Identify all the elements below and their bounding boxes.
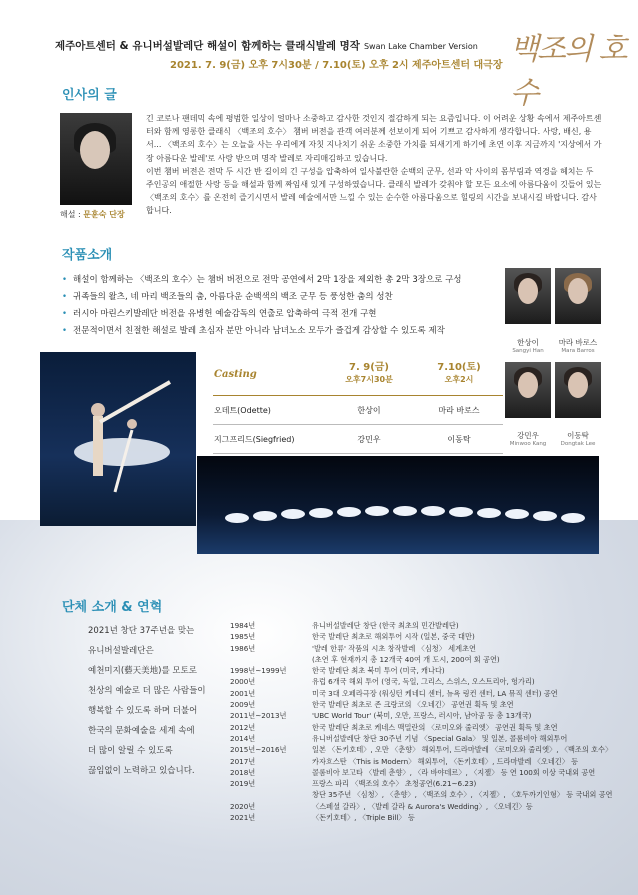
history-row: 2017년 카자흐스탄 〈This is Modern〉 해외투어, 〈돈키호테〉, 드라마발레 〈오네긴〉 등 (230, 756, 579, 766)
casting-row (213, 425, 503, 454)
intro-line: 예천미지(藝天美地)를 모토로 (88, 666, 198, 676)
history-row: 2018년 콜롬비아 보고타 〈발레 춘향〉, 〈라 바야데르〉, 〈지젤〉 등 연 100회 이상 국내외 공연 (230, 767, 596, 777)
narrator-photo (60, 113, 132, 205)
history-row: 1998년~1999년 한국 발레단 최초 북미 투어 (미국, 캐나다) (230, 666, 445, 676)
dancer-name: 마라 바로스 Mara Barros (558, 338, 598, 354)
casting-dancer: 이동탁 (415, 425, 503, 454)
dancer-photo (555, 268, 601, 324)
intro-line: 천상의 예술로 더 많은 사람들이 (88, 686, 206, 696)
history-row: 2011년~2013년 'UBC World Tour' (북미, 오만, 프랑스, 러시아, 남아공 등 총 13개국) (230, 711, 532, 721)
casting-label: Casting (213, 353, 323, 396)
casting-dancer: 강민우 (323, 425, 415, 454)
work-bullet: • 해설이 함께하는 〈백조의 호수〉는 챔버 버전으로 전막 공연에서 2막 1장을 제외한 총 2막 3장으로 구성 (62, 272, 492, 289)
intro-line: 더 많이 알릴 수 있도록 (88, 746, 173, 756)
history-row: 2012년 한국 발레단 최초로 케네스 맥밀란의 〈로미오와 줄리엣〉 공연권 획득 및 초연 (230, 722, 558, 732)
header-title-en: Swan Lake Chamber Version (363, 42, 478, 51)
dancer-name: 강민우 Minwoo Kang (509, 431, 547, 447)
company-intro (88, 621, 218, 781)
ballet-duet-photo (40, 352, 196, 526)
dancer-photo (505, 268, 551, 324)
dancer-name: 이동탁 Dongtak Lee (560, 431, 596, 447)
work-bullet: • 귀족들의 왈츠, 네 마리 백조들의 춤, 아름다운 순백색의 백조 군무 등 풍성한 춤의 성찬 (62, 289, 492, 306)
history-row: 창단 35주년 〈심청〉, 〈춘향〉, 〈백조의 호수〉, 〈지젤〉, 〈호두까기인형〉 등 국내외 공연 (312, 790, 613, 800)
work-heading: 작품소개 (62, 248, 113, 263)
greeting-text (146, 112, 602, 218)
casting-dancer: 마라 바로스 (415, 396, 503, 425)
history-row: 2015년~2016년 일본 〈돈키호테〉, 오만 〈춘향〉 해외투어, 드라마발레 〈로미오와 줄리엣〉, 〈백조의 호수〉 (230, 745, 613, 755)
intro-line: 행복할 수 있도록 하며 더불어 (88, 706, 198, 716)
dancer-photo (555, 362, 601, 418)
work-bullet-list (62, 272, 492, 340)
greeting-paragraph: 이번 챔버 버전은 전막 두 시간 반 길이의 긴 구성을 압축하여 일사불란한 순백의 군무, 선과 악 사이의 몸부림과 역경을 헤치는 두 주인공의 애절한 사랑 등을 해설과 함께 짜임새 있게 구성하였습니다. 클래식 발레가 갖춰야 할 모든 요소에 아름다움이 깃들어 있는 〈백조의 호수〉를 온전히 즐기시면서 발레 예술에서만 느낄 수 있는 순수한 아름다움으로 힐링의 시간을 보내시길 바랍니다. 감사합니다. (146, 166, 602, 216)
intro-line: 끊임없이 노력하고 있습니다. (88, 766, 195, 776)
corps-illustration (197, 456, 599, 554)
duet-illustration (40, 352, 196, 526)
history-row: 1984년 유니버설발레단 창단 (한국 최초의 민간발레단) (230, 621, 459, 630)
intro-line: 한국의 문화예술을 세계 속에 (88, 726, 195, 736)
casting-date-1: 7. 9(금) 오후7시30분 (323, 353, 415, 396)
intro-line: 유니버설발레단은 (88, 646, 154, 656)
intro-line: 2021년 창단 37주년을 맞는 (88, 626, 195, 636)
dancer-photo (505, 362, 551, 418)
history-row: 1985년 한국 발레단 최초로 해외투어 시작 (일본, 중국 대만) (230, 632, 475, 642)
history-row: 2001년 미국 3대 오페라극장 (워싱턴 케네디 센터, 뉴욕 링컨 센터, LA 뮤직 센터) 공연 (230, 688, 558, 698)
greeting-heading: 인사의 글 (62, 88, 117, 103)
history-row: 2000년 유럽 6개국 해외 투어 (영국, 독일, 그리스, 스위스, 오스트리아, 헝가리) (230, 677, 535, 687)
history-row: 2020년 〈스페셜 갈라〉, 〈발레 갈라 & Aurora's Wedding〉, 〈오네긴〉등 (230, 801, 533, 811)
casting-dancer: 한상이 (323, 396, 415, 425)
casting-role: 오데트(Odette) (213, 396, 323, 425)
swan-corps-photo (197, 456, 599, 554)
work-bullet: • 전문적이면서 친절한 해설로 발레 초심자 분만 아니라 남녀노소 모두가 즐겁게 감상할 수 있도록 제작 (62, 323, 492, 340)
history-row: 2021년 〈돈키호테〉, 〈Triple Bill〉 등 (230, 813, 415, 823)
history-row: 1986년 '발레 한류' 작품의 시초 창작발레 〈심청〉 세계초연 (230, 643, 476, 653)
history-table (230, 621, 620, 824)
history-row: 2019년 프랑스 파리 〈백조의 호수〉 초청공연(6.21~6.23) (230, 779, 477, 789)
casting-table (213, 353, 503, 454)
narrator-caption (60, 209, 125, 220)
dancer-name: 한상이 Sangyi Han (512, 338, 544, 354)
casting-role: 지그프리드(Siegfried) (213, 425, 323, 454)
work-bullet: • 러시아 마린스키발레단 버전을 유병헌 예술감독의 연출로 압축하여 극적 전개 구현 (62, 306, 492, 323)
swan-lake-logo: 백조의 호수 (510, 32, 626, 111)
caption-label: 해설 : (60, 210, 84, 219)
casting-date-2: 7.10(토) 오후2시 (415, 353, 503, 396)
header-title-ko: 제주아트센터 & 유니버설발레단 해설이 함께하는 클래식발레 명작 (55, 40, 360, 52)
company-heading: 단체 소개 & 연혁 (62, 600, 163, 615)
history-row: 2009년 한국 발레단 최초로 존 크랑코의 〈오네긴〉 공연권 획득 및 초연 (230, 700, 514, 710)
history-row: (초연 후 현재까지 총 12개국 40여 개 도시, 200여 회 공연) (312, 654, 500, 664)
casting-row (213, 396, 503, 425)
header-date-line: 2021. 7. 9(금) 오후 7시30분 / 7.10(토) 오후 2시 제주아트센터 대극장 (170, 60, 503, 71)
header-title (55, 38, 478, 53)
greeting-paragraph: 긴 코로나 팬데믹 속에 평범한 일상이 얼마나 소중하고 감사한 것인지 절감하게 되는 요즘입니다. 이 어려운 상황 속에서 제주아트센터와 함께 영롱한 클래식 〈백조의 호수〉 챔버 버전을 관객 여러분께 선보이게 되어 기쁘고 감사하게 생각합니다. 사랑, 배신, 용서... 〈백조의 호수〉는 오늘을 사는 우리에게 자칫 지나치기 쉬운 소중한 가치를 되새기게 하기에 초연 이후 지금까지 '지상에서 가장 아름다운 발레'로 사랑 받으며 명작 발레로 자리매김하고 있습니다. (146, 114, 602, 163)
history-row: 2014년 유니버설발레단 창단 30주년 기념 〈Special Gala〉 및 일본, 콜롬비아 해외투어 (230, 733, 568, 743)
caption-name: 문훈숙 단장 (83, 210, 125, 219)
